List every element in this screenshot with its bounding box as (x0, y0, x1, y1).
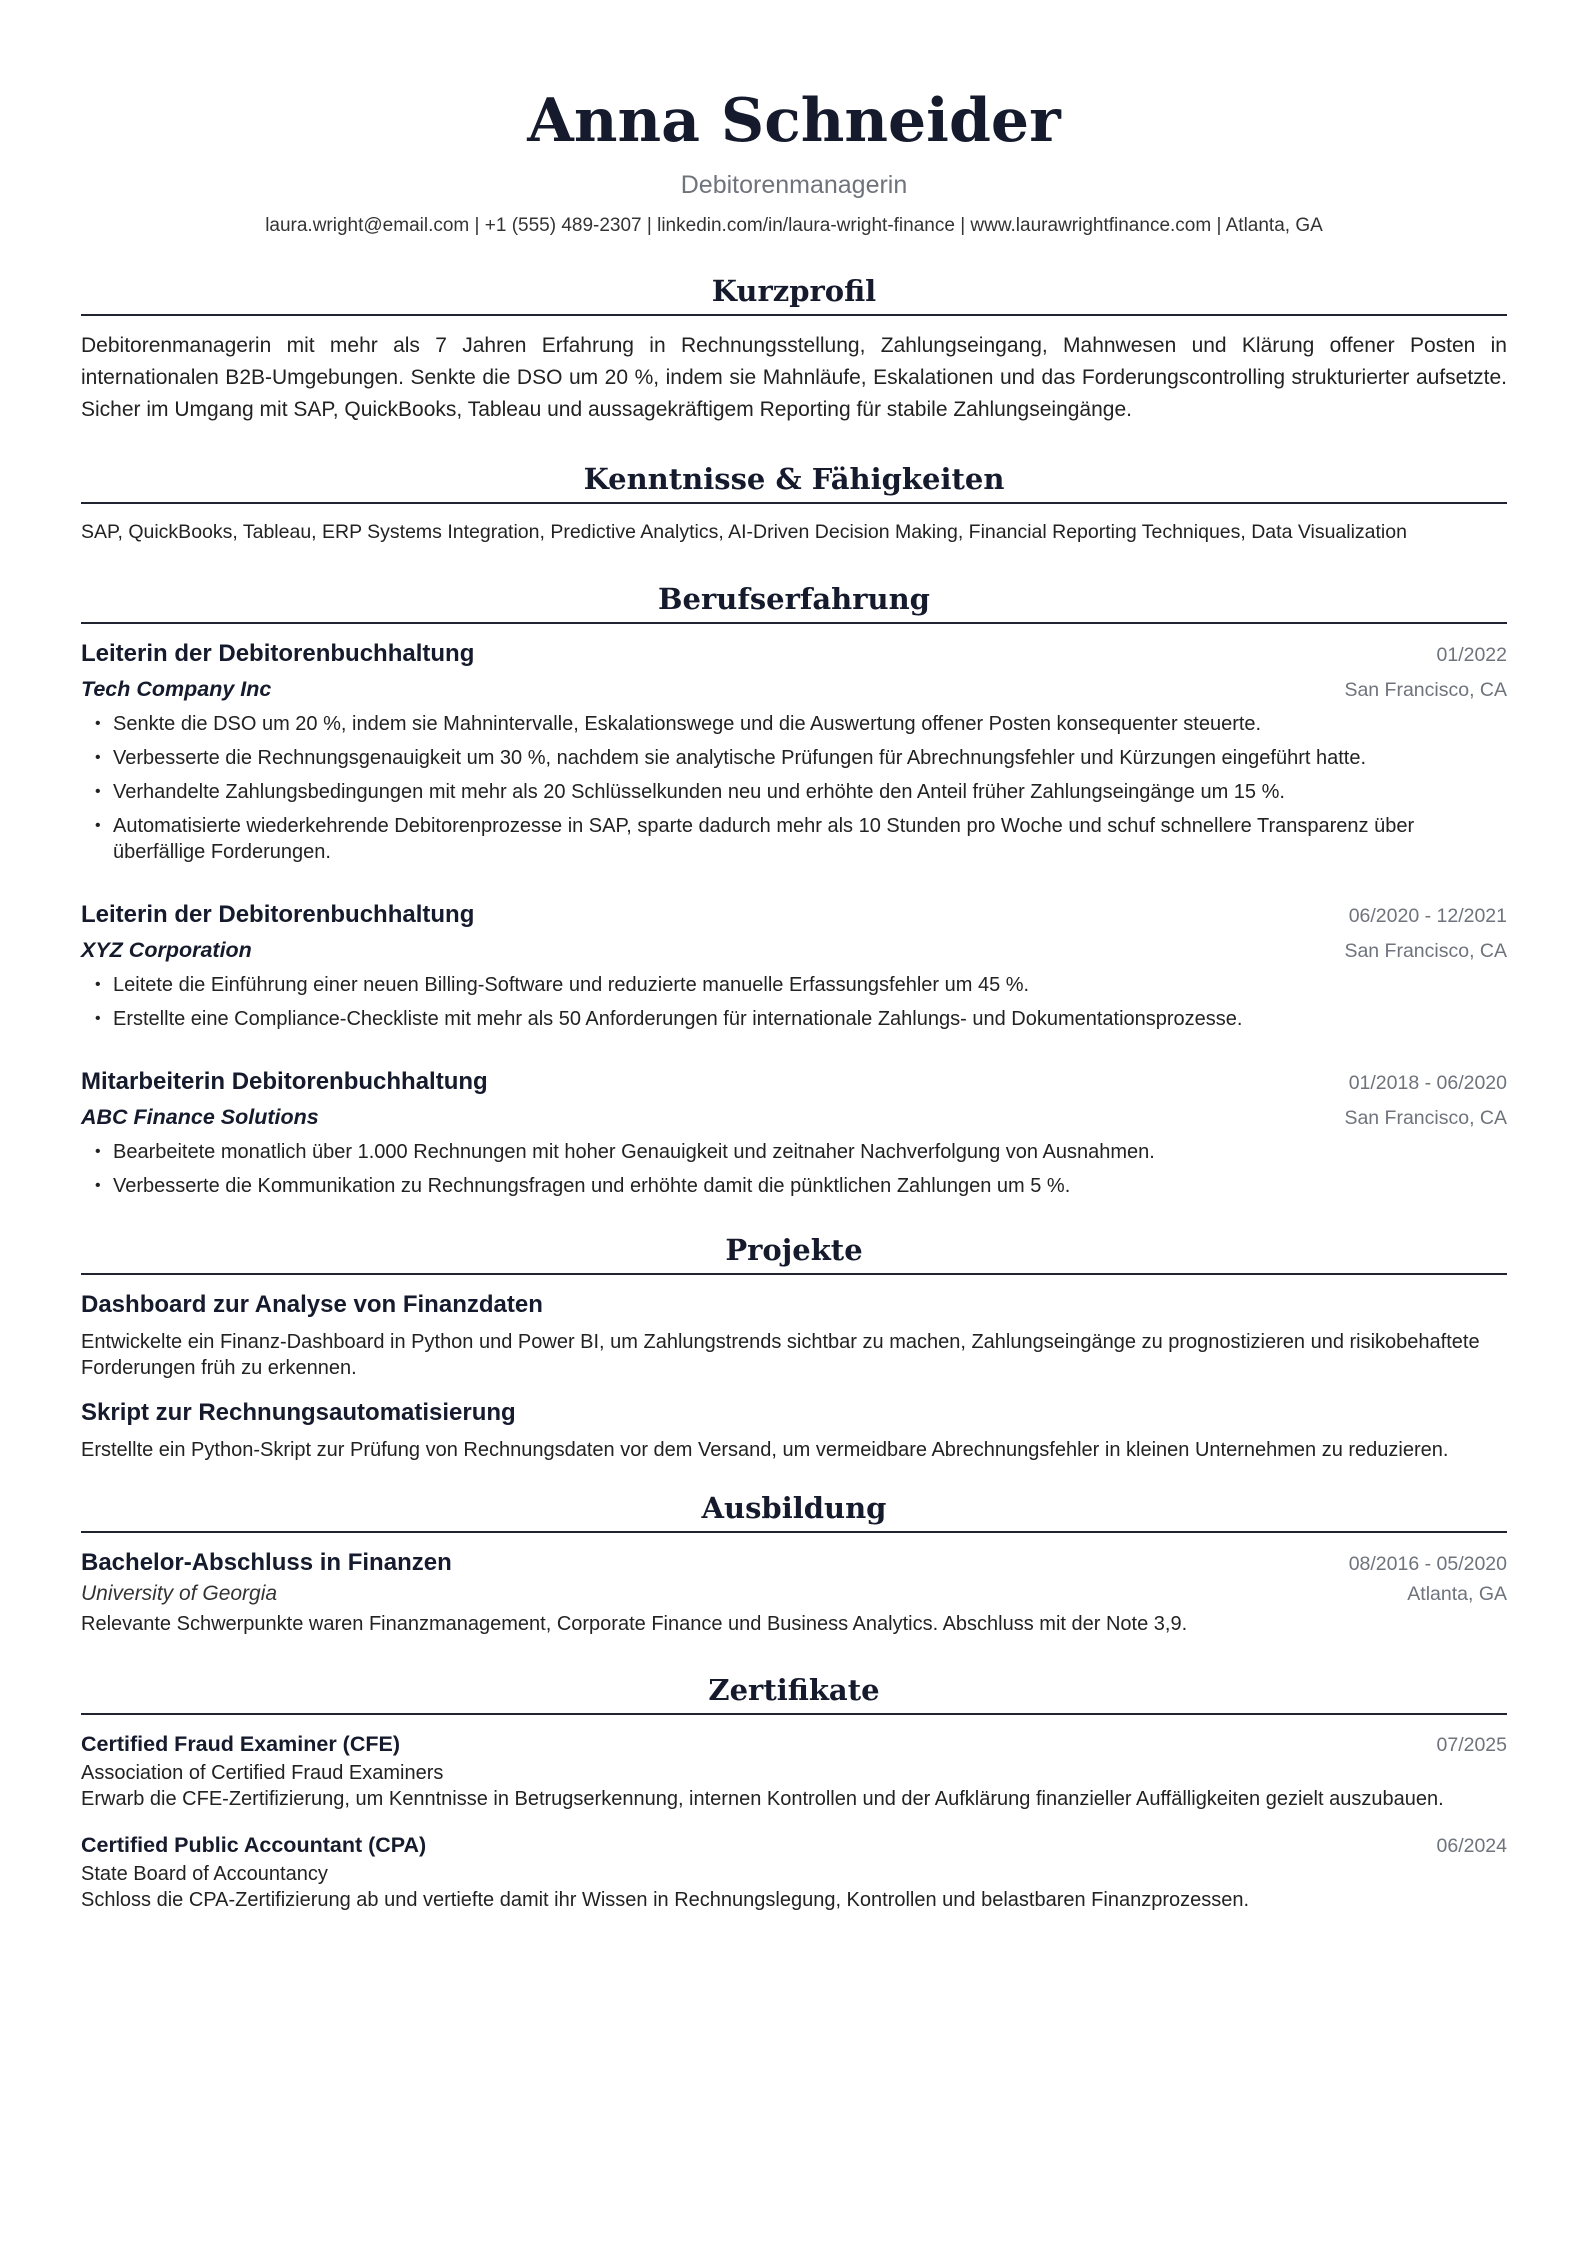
job-bullets (81, 972, 1507, 1032)
job-location: San Francisco, CA (1344, 1107, 1507, 1129)
job-bullets (81, 711, 1507, 865)
skills-section (81, 462, 1507, 546)
certificate-title: Certified Fraud Examiner (CFE) (81, 1732, 400, 1756)
certificate-entry (81, 1729, 1507, 1812)
education-date: 08/2016 - 05/2020 (1348, 1553, 1507, 1575)
job-bullet: • Automatisierte wiederkehrende Debitorenprozesse in SAP, sparte dadurch mehr als 10 Stunden pro Woche und schuf schnellere Transparenz über überfällige Forderungen. (101, 813, 1507, 865)
project-description: Entwickelte ein Finanz-Dashboard in Python und Power BI, um Zahlungstrends sichtbar zu machen, Zahlungseingänge zu prognostizieren und risikobehaftete Forderungen früh zu erkennen. (81, 1331, 1480, 1379)
job-bullet: • Verbesserte die Kommunikation zu Rechnungsfragen und erhöhte damit die pünktlichen Zahlungen um 5 %. (101, 1173, 1507, 1199)
education-description: Relevante Schwerpunkte waren Finanzmanagement, Corporate Finance und Business Analytics. Abschluss mit der Note 3,9. (81, 1613, 1188, 1635)
certificates-heading: Zertifikate (81, 1673, 1507, 1715)
job-entry (81, 638, 1507, 865)
certificate-date: 07/2025 (1436, 1734, 1507, 1756)
job-location: San Francisco, CA (1344, 940, 1507, 962)
certificate-title: Certified Public Accountant (CPA) (81, 1833, 427, 1857)
education-section (81, 1491, 1507, 1637)
certificate-description: Erwarb die CFE-Zertifizierung, um Kenntnisse in Betrugserkennung, internen Kontrollen und der Aufklärung finanzieller Auffälligkeiten gezielt auszubauen. (81, 1788, 1444, 1810)
job-company: Tech Company Inc (81, 677, 272, 701)
certificate-issuer: State Board of Accountancy (81, 1863, 328, 1885)
job-title: Mitarbeiterin Debitorenbuchhaltung (81, 1068, 488, 1095)
summary-heading: Kurzprofil (81, 274, 1507, 316)
job-bullet: • Senkte die DSO um 20 %, indem sie Mahnintervalle, Eskalationswege und die Auswertung offener Posten konsequenter steuerte. (101, 711, 1507, 737)
certificate-entry (81, 1830, 1507, 1913)
contact-line: laura.wright@email.com | +1 (555) 489-2307 | linkedin.com/in/laura-wright-finance | www.laurawrightfinance.com | Atlanta, GA (265, 215, 1323, 236)
job-entry (81, 1066, 1507, 1199)
job-bullets (81, 1139, 1507, 1199)
job-title: Leiterin der Debitorenbuchhaltung (81, 640, 475, 667)
certificate-description: Schloss die CPA-Zertifizierung ab und vertiefte damit ihr Wissen in Rechnungslegung, Kontrollen und belastbaren Finanzprozessen. (81, 1889, 1250, 1911)
job-date: 06/2020 - 12/2021 (1348, 905, 1507, 927)
job-entry (81, 899, 1507, 1032)
certificates-section (81, 1673, 1507, 1913)
job-title: Leiterin der Debitorenbuchhaltung (81, 901, 475, 928)
degree-title: Bachelor-Abschluss in Finanzen (81, 1549, 452, 1576)
candidate-name: Anna Schneider (527, 86, 1061, 156)
job-company: XYZ Corporation (81, 938, 252, 962)
project-title: Skript zur Rechnungsautomatisierung (81, 1399, 516, 1426)
experience-section (81, 582, 1507, 1199)
projects-heading: Projekte (81, 1233, 1507, 1275)
school-location: Atlanta, GA (1407, 1583, 1507, 1605)
project-entry (81, 1397, 1507, 1463)
job-company: ABC Finance Solutions (81, 1105, 319, 1129)
job-bullet: • Verhandelte Zahlungsbedingungen mit mehr als 20 Schlüsselkunden neu und erhöhte den Anteil früher Zahlungseingänge um 15 %. (101, 779, 1507, 805)
experience-heading: Berufserfahrung (81, 582, 1507, 624)
skills-heading: Kenntnisse & Fähigkeiten (81, 462, 1507, 504)
job-location: San Francisco, CA (1344, 679, 1507, 701)
school-name: University of Georgia (81, 1582, 278, 1605)
job-bullet: • Leitete die Einführung einer neuen Billing-Software und reduzierte manuelle Erfassungsfehler um 45 %. (101, 972, 1507, 998)
education-heading: Ausbildung (81, 1491, 1507, 1533)
project-description: Erstellte ein Python-Skript zur Prüfung von Rechnungsdaten vor dem Versand, um vermeidbare Abrechnungsfehler in kleinen Unternehmen zu reduzieren. (81, 1439, 1449, 1461)
certificate-issuer: Association of Certified Fraud Examiners (81, 1762, 444, 1784)
job-bullet: • Verbesserte die Rechnungsgenauigkeit um 30 %, nachdem sie analytische Prüfungen für Abrechnungsfehler und Kürzungen eingeführt hatte. (101, 745, 1507, 771)
summary-text: Debitorenmanagerin mit mehr als 7 Jahren Erfahrung in Rechnungsstellung, Zahlungseingang, Mahnwesen und Klärung offener Posten in internationalen B2B-Umgebungen. Senkte die DSO um 20 %, indem sie Mahnläufe, Eskalationen und das Forderungscontrolling strukturierter aufsetzte. Sicher im Umgang mit SAP, QuickBooks, Tableau und aussagekräftigem Reporting für stabile Zahlungseingänge. (81, 334, 1507, 421)
project-entry (81, 1289, 1507, 1381)
job-date: 01/2022 (1436, 644, 1507, 666)
job-bullet: • Bearbeitete monatlich über 1.000 Rechnungen mit hoher Genauigkeit und zeitnaher Nachverfolgung von Ausnahmen. (101, 1139, 1507, 1165)
job-bullet: • Erstellte eine Compliance-Checkliste mit mehr als 50 Anforderungen für internationale Zahlungs- und Dokumentationsprozesse. (101, 1006, 1507, 1032)
summary-section (81, 274, 1507, 426)
job-date: 01/2018 - 06/2020 (1348, 1072, 1507, 1094)
project-title: Dashboard zur Analyse von Finanzdaten (81, 1291, 543, 1318)
candidate-role: Debitorenmanagerin (680, 171, 908, 199)
certificate-date: 06/2024 (1436, 1835, 1507, 1857)
skills-text: SAP, QuickBooks, Tableau, ERP Systems Integration, Predictive Analytics, AI-Driven Decision Making, Financial Reporting Techniques, Data Visualization (81, 521, 1407, 543)
projects-section (81, 1233, 1507, 1463)
